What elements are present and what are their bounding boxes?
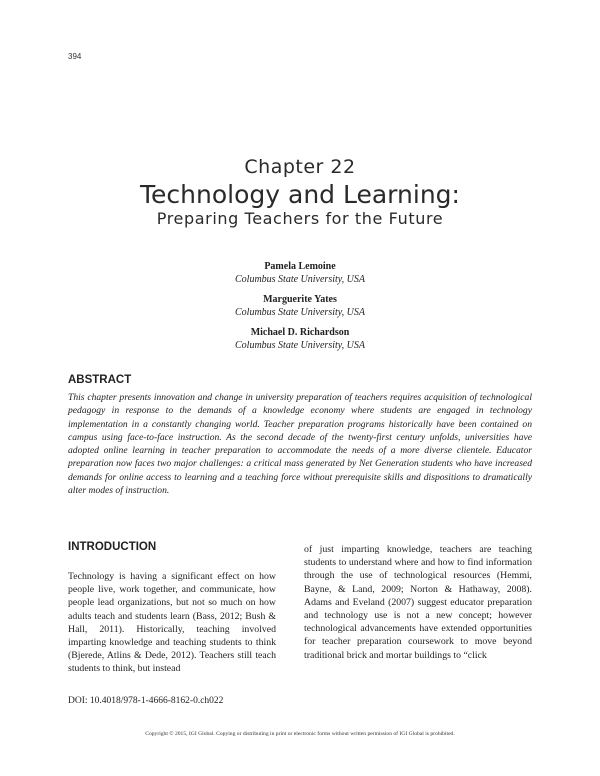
author-block — [0, 293, 600, 319]
doi-line: DOI: 10.4018/978-1-4666-8162-0.ch022 — [68, 696, 224, 706]
chapter-title: Technology and Learning: — [140, 180, 460, 209]
introduction-heading: INTRODUCTION — [68, 541, 157, 553]
chapter-subtitle: Preparing Teachers for the Future — [156, 209, 444, 228]
author-affiliation: Columbus State University, USA — [235, 307, 365, 318]
intro-left-column: Technology is having a significant effect on how people live, work together, and communicate, how people lead organizations, but not so much on how adults teach and students learn (Bass, 2012; Bush & Hall, 2011). Historically, teaching involved imparting knowledge and teaching students to think (Bjerede, Atlins & Dede, 2012). Teachers still teach students to think, but instead — [68, 571, 276, 675]
chapter-label: Chapter 22 — [244, 156, 356, 178]
intro-right-column: of just imparting knowledge, teachers are teaching students to understand where and how to find information through the use of technological resources (Hemmi, Bayne, & Land, 2009; Norton & Hathaway, 2008). Adams and Eveland (2007) suggest educator preparation and technology use is not a new concept; however technological advancements have extended opportunities for teacher preparation coursework to move beyond traditional brick and mortar buildings to “click — [304, 544, 532, 661]
copyright-notice: Copyright © 2015, IGI Global. Copying or distributing in print or electronic forms without written permission of IGI Global is prohibited. — [145, 731, 455, 737]
author-affiliation: Columbus State University, USA — [235, 340, 365, 351]
abstract-heading: ABSTRACT — [68, 374, 132, 386]
author-name: Marguerite Yates — [263, 294, 337, 305]
author-name: Michael D. Richardson — [250, 327, 350, 338]
author-block — [0, 326, 600, 352]
abstract-text: This chapter presents innovation and change in university preparation of teachers requires acquisition of technological pedagogy in response to the demands of a knowledge economy where students are engaged in technology implementation in a constantly changing world. Teacher preparation programs historically have been contained on campus using face-to-face instruction. As the second decade of the twenty-first century unfolds, universities have adopted online learning in teacher preparation to accommodate the needs of a more diverse clientele. Educator preparation now faces two major challenges: a critical mass generated by Net Generation students who have increased demands for online access to learning and a teaching force without prerequisite skills and dispositions to dramatically alter modes of instruction. — [68, 392, 532, 497]
page-number: 394 — [68, 52, 82, 61]
author-block — [0, 260, 600, 286]
author-affiliation: Columbus State University, USA — [235, 274, 365, 285]
author-name: Pamela Lemoine — [264, 261, 336, 272]
